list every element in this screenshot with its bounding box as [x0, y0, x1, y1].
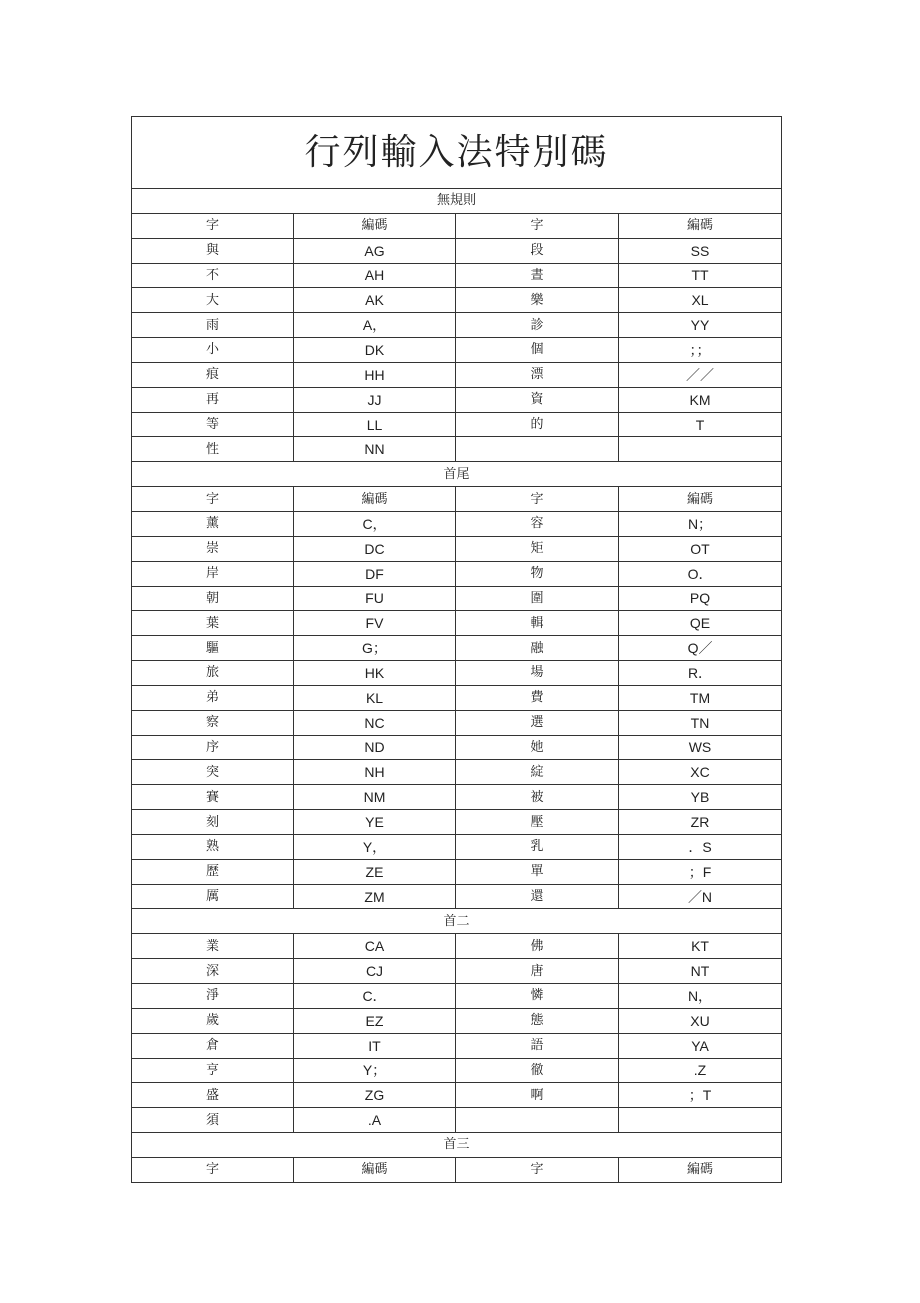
- section-row: [132, 909, 782, 934]
- column-header-code: 編碼: [619, 213, 782, 238]
- code-cell: Y；: [294, 1058, 456, 1083]
- code-cell: N，: [619, 984, 782, 1009]
- section-row: [132, 189, 782, 214]
- code-cell: WS: [619, 735, 782, 760]
- code-cell: AK: [294, 288, 456, 313]
- table-body: [132, 117, 782, 1183]
- code-cell: NN: [294, 437, 456, 462]
- section-row: [132, 1133, 782, 1158]
- code-cell: JJ: [294, 387, 456, 412]
- char-cell: 厲: [132, 884, 294, 909]
- char-cell: 小: [132, 338, 294, 363]
- column-header-char: 字: [456, 487, 619, 512]
- char-cell: 亨: [132, 1058, 294, 1083]
- code-cell: KT: [619, 934, 782, 959]
- table-row: [132, 685, 782, 710]
- code-cell: T: [619, 412, 782, 437]
- table-row: [132, 536, 782, 561]
- char-cell: 啊: [456, 1083, 619, 1108]
- char-cell: 深: [132, 959, 294, 984]
- char-cell: 診: [456, 313, 619, 338]
- char-cell: 語: [456, 1033, 619, 1058]
- code-cell: ZE: [294, 859, 456, 884]
- code-cell: [619, 1108, 782, 1133]
- table-row: [132, 959, 782, 984]
- column-header-code: 編碼: [619, 1157, 782, 1182]
- char-cell: 徹: [456, 1058, 619, 1083]
- table-row: [132, 661, 782, 686]
- char-cell: 雨: [132, 313, 294, 338]
- char-cell: 性: [132, 437, 294, 462]
- table-row: [132, 859, 782, 884]
- char-cell: 圍: [456, 586, 619, 611]
- char-cell: 唐: [456, 959, 619, 984]
- char-cell: 葉: [132, 611, 294, 636]
- char-cell: 淨: [132, 984, 294, 1009]
- table-row: [132, 387, 782, 412]
- table-row: [132, 313, 782, 338]
- table-row: [132, 288, 782, 313]
- code-cell: A，: [294, 313, 456, 338]
- char-cell: 岸: [132, 561, 294, 586]
- table-row: [132, 735, 782, 760]
- section-title: 無規則: [132, 189, 782, 214]
- table-row: [132, 1008, 782, 1033]
- code-cell: PQ: [619, 586, 782, 611]
- char-cell: [456, 437, 619, 462]
- code-cell: HH: [294, 362, 456, 387]
- code-cell: OT: [619, 536, 782, 561]
- table-row: [132, 934, 782, 959]
- char-cell: 痕: [132, 362, 294, 387]
- code-cell: YE: [294, 810, 456, 835]
- char-cell: 驅: [132, 636, 294, 661]
- char-cell: 的: [456, 412, 619, 437]
- char-cell: 等: [132, 412, 294, 437]
- char-cell: 選: [456, 710, 619, 735]
- table-row: [132, 834, 782, 859]
- table-row: [132, 362, 782, 387]
- char-cell: 輯: [456, 611, 619, 636]
- section-title: 首三: [132, 1133, 782, 1158]
- char-cell: 場: [456, 661, 619, 686]
- char-cell: 刻: [132, 810, 294, 835]
- char-cell: 樂: [456, 288, 619, 313]
- code-cell: NT: [619, 959, 782, 984]
- char-cell: 她: [456, 735, 619, 760]
- code-cell: .Z: [619, 1058, 782, 1083]
- code-cell: C，: [294, 511, 456, 536]
- char-cell: 歷: [132, 859, 294, 884]
- char-cell: 突: [132, 760, 294, 785]
- code-cell: DC: [294, 536, 456, 561]
- char-cell: 須: [132, 1108, 294, 1133]
- code-cell: [619, 437, 782, 462]
- table-row: [132, 611, 782, 636]
- code-cell: Y，: [294, 834, 456, 859]
- char-cell: 容: [456, 511, 619, 536]
- table-row: [132, 636, 782, 661]
- char-cell: [456, 1108, 619, 1133]
- code-cell: YA: [619, 1033, 782, 1058]
- table-row: [132, 437, 782, 462]
- code-cell: KM: [619, 387, 782, 412]
- char-cell: 賽: [132, 785, 294, 810]
- code-cell: AH: [294, 263, 456, 288]
- code-cell: IT: [294, 1033, 456, 1058]
- char-cell: 熟: [132, 834, 294, 859]
- char-cell: 還: [456, 884, 619, 909]
- code-cell: AG: [294, 238, 456, 263]
- char-cell: 旅: [132, 661, 294, 686]
- column-header-row: [132, 213, 782, 238]
- code-cell: N；: [619, 511, 782, 536]
- table-row: [132, 1083, 782, 1108]
- table-row: [132, 338, 782, 363]
- column-header-char: 字: [132, 1157, 294, 1182]
- code-cell: FV: [294, 611, 456, 636]
- char-cell: 段: [456, 238, 619, 263]
- code-cell: ZM: [294, 884, 456, 909]
- code-cell: TM: [619, 685, 782, 710]
- table-row: [132, 511, 782, 536]
- code-cell: TT: [619, 263, 782, 288]
- char-cell: 序: [132, 735, 294, 760]
- column-header-char: 字: [456, 213, 619, 238]
- char-cell: 綻: [456, 760, 619, 785]
- column-header-char: 字: [132, 213, 294, 238]
- code-cell: TN: [619, 710, 782, 735]
- column-header-code: 編碼: [294, 1157, 456, 1182]
- char-cell: 大: [132, 288, 294, 313]
- code-cell: O．: [619, 561, 782, 586]
- table-row: [132, 1058, 782, 1083]
- char-cell: 歲: [132, 1008, 294, 1033]
- special-code-table: [131, 116, 782, 1183]
- table-row: [132, 263, 782, 288]
- char-cell: 憐: [456, 984, 619, 1009]
- char-cell: 業: [132, 934, 294, 959]
- table-row: [132, 810, 782, 835]
- column-header-row: [132, 1157, 782, 1182]
- char-cell: 佛: [456, 934, 619, 959]
- section-row: [132, 462, 782, 487]
- column-header-row: [132, 487, 782, 512]
- code-cell: NC: [294, 710, 456, 735]
- char-cell: 崇: [132, 536, 294, 561]
- code-cell: .A: [294, 1108, 456, 1133]
- char-cell: 與: [132, 238, 294, 263]
- code-cell: XC: [619, 760, 782, 785]
- code-cell: R．: [619, 661, 782, 686]
- code-cell: NM: [294, 785, 456, 810]
- char-cell: 壓: [456, 810, 619, 835]
- char-cell: 朝: [132, 586, 294, 611]
- table-row: [132, 884, 782, 909]
- code-cell: ；；: [619, 338, 782, 363]
- table-row: [132, 760, 782, 785]
- char-cell: 單: [456, 859, 619, 884]
- section-title: 首尾: [132, 462, 782, 487]
- code-cell: EZ: [294, 1008, 456, 1033]
- table-row: [132, 561, 782, 586]
- code-cell: XU: [619, 1008, 782, 1033]
- section-title: 首二: [132, 909, 782, 934]
- code-cell: SS: [619, 238, 782, 263]
- char-cell: 個: [456, 338, 619, 363]
- char-cell: 不: [132, 263, 294, 288]
- char-cell: 物: [456, 561, 619, 586]
- title-row: [132, 117, 782, 189]
- table-row: [132, 586, 782, 611]
- code-cell: ZG: [294, 1083, 456, 1108]
- code-cell: ND: [294, 735, 456, 760]
- code-cell: FU: [294, 586, 456, 611]
- char-cell: 乳: [456, 834, 619, 859]
- code-cell: XL: [619, 288, 782, 313]
- code-cell: YB: [619, 785, 782, 810]
- char-cell: 再: [132, 387, 294, 412]
- char-cell: 盛: [132, 1083, 294, 1108]
- code-cell: ；T: [619, 1083, 782, 1108]
- table-row: [132, 984, 782, 1009]
- table-row: [132, 412, 782, 437]
- code-cell: YY: [619, 313, 782, 338]
- char-cell: 矩: [456, 536, 619, 561]
- code-cell: ZR: [619, 810, 782, 835]
- table-row: [132, 1033, 782, 1058]
- table-row: [132, 785, 782, 810]
- column-header-char: 字: [456, 1157, 619, 1182]
- code-cell: C．: [294, 984, 456, 1009]
- char-cell: 費: [456, 685, 619, 710]
- special-code-sheet: [131, 116, 781, 1183]
- code-cell: ；F: [619, 859, 782, 884]
- code-cell: LL: [294, 412, 456, 437]
- code-cell: ／／: [619, 362, 782, 387]
- char-cell: 態: [456, 1008, 619, 1033]
- code-cell: CJ: [294, 959, 456, 984]
- char-cell: 資: [456, 387, 619, 412]
- table-row: [132, 710, 782, 735]
- code-cell: G；: [294, 636, 456, 661]
- char-cell: 察: [132, 710, 294, 735]
- code-cell: Q／: [619, 636, 782, 661]
- char-cell: 漂: [456, 362, 619, 387]
- code-cell: QE: [619, 611, 782, 636]
- char-cell: 被: [456, 785, 619, 810]
- code-cell: DK: [294, 338, 456, 363]
- char-cell: 薰: [132, 511, 294, 536]
- code-cell: CA: [294, 934, 456, 959]
- code-cell: NH: [294, 760, 456, 785]
- char-cell: 倉: [132, 1033, 294, 1058]
- code-cell: ／N: [619, 884, 782, 909]
- char-cell: 弟: [132, 685, 294, 710]
- column-header-code: 編碼: [294, 213, 456, 238]
- page-title: 行列輸入法特別碼: [132, 117, 782, 189]
- code-cell: ．S: [619, 834, 782, 859]
- char-cell: 融: [456, 636, 619, 661]
- code-cell: DF: [294, 561, 456, 586]
- char-cell: 晝: [456, 263, 619, 288]
- code-cell: HK: [294, 661, 456, 686]
- table-row: [132, 1108, 782, 1133]
- column-header-code: 編碼: [294, 487, 456, 512]
- column-header-code: 編碼: [619, 487, 782, 512]
- table-row: [132, 238, 782, 263]
- code-cell: KL: [294, 685, 456, 710]
- column-header-char: 字: [132, 487, 294, 512]
